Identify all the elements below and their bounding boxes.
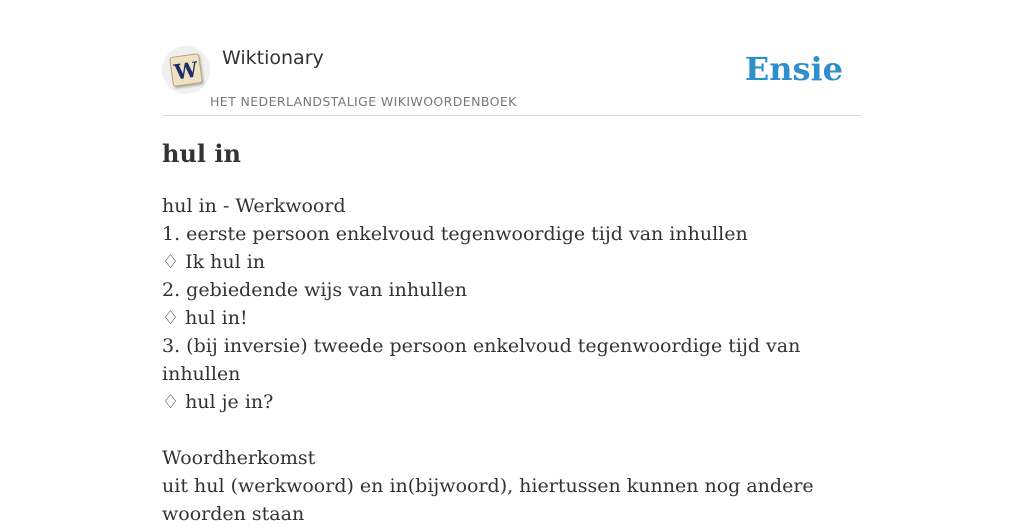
example-3: ♢ hul je in? xyxy=(162,391,274,413)
section-spacer xyxy=(162,416,852,444)
ensie-brand-logo[interactable]: Ensie xyxy=(744,50,843,88)
wiktionary-logo[interactable] xyxy=(162,46,210,94)
site-tagline: HET NEDERLANDSTALIGE WIKIWOORDENBOEK xyxy=(210,94,517,109)
logo-letter: W xyxy=(172,55,200,85)
definition-1: 1. eerste persoon enkelvoud tegenwoordige tijd van inhullen xyxy=(162,223,748,245)
example-1: ♢ Ik hul in xyxy=(162,251,266,273)
definition-2: 2. gebiedende wijs van inhullen xyxy=(162,279,467,301)
page-title: hul in xyxy=(162,139,241,168)
entry-heading: hul in - Werkwoord xyxy=(162,195,346,217)
etymology-heading: Woordherkomst xyxy=(162,447,316,469)
site-header xyxy=(162,0,862,116)
entry-content xyxy=(162,192,852,528)
logo-tile xyxy=(169,53,203,87)
site-name[interactable]: Wiktionary xyxy=(222,47,324,69)
etymology-text: uit hul (werkwoord) en in(bijwoord), hiertussen kunnen nog andere woorden staan xyxy=(162,475,814,525)
definition-3: 3. (bij inversie) tweede persoon enkelvoud tegenwoordige tijd van inhullen xyxy=(162,335,801,385)
example-2: ♢ hul in! xyxy=(162,307,248,329)
